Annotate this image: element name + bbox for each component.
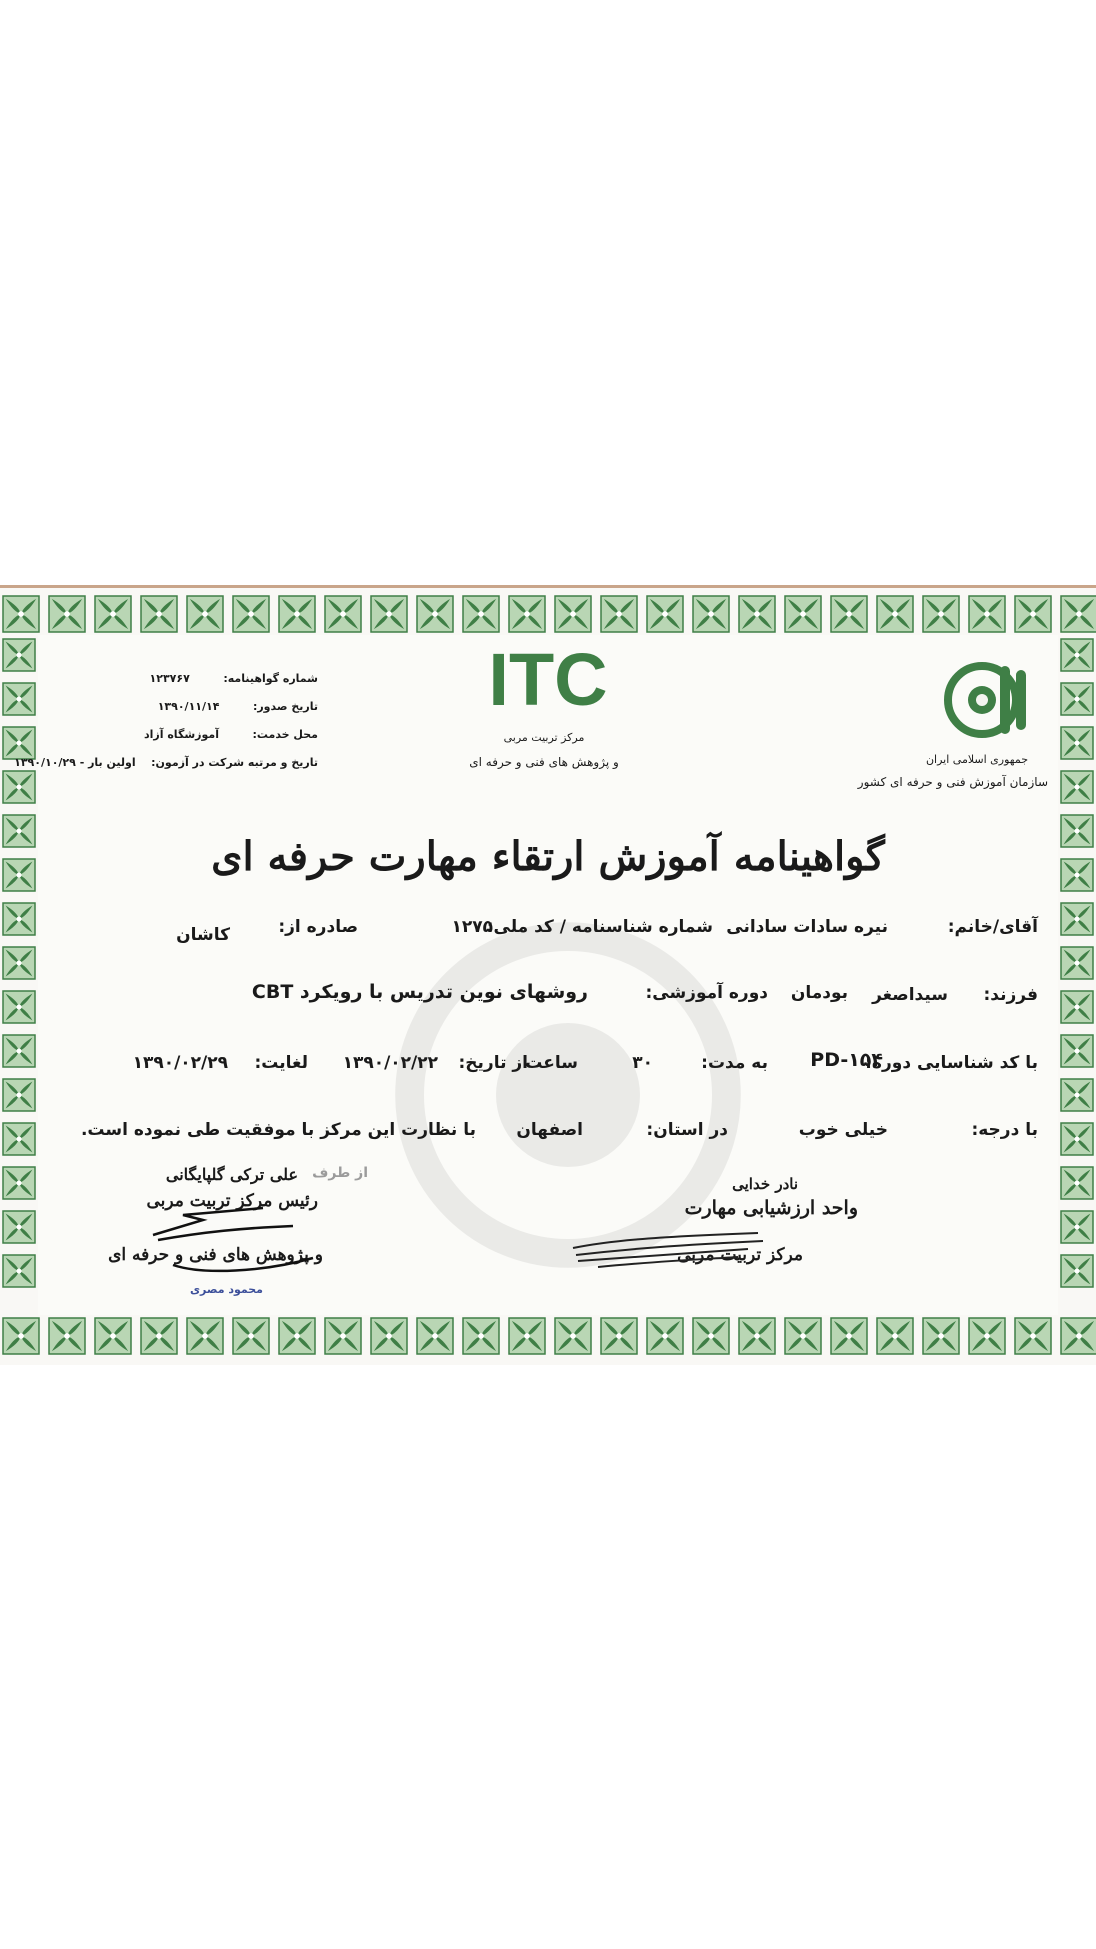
course-prefix: بودمان (790, 983, 848, 1003)
grade-label: با درجه: (971, 1120, 1038, 1140)
duration-value: ۳۰ (632, 1053, 653, 1073)
course-code-label: با کد شناسایی دوره: (865, 1053, 1038, 1073)
watermark-emblem (388, 915, 748, 1275)
right-signer-org: مرکز تربیت مربی (677, 1245, 803, 1265)
itc-logo-text: ITC (488, 643, 608, 715)
duration-label: به مدت: (701, 1053, 768, 1073)
issue-date-row (158, 700, 318, 713)
left-signer-name: علی ترکی گلپایگانی (165, 1165, 298, 1184)
on-behalf-label: از طرف (312, 1165, 368, 1181)
issue-date-value: ۱۳۹۰/۱۱/۱۴ (157, 700, 220, 713)
left-signer-title: رئیس مرکز تربیت مربی (146, 1191, 318, 1211)
tvto-emblem-icon (942, 660, 1038, 740)
org-country-line: جمهوری اسلامی ایران (925, 753, 1028, 766)
course-value: روشهای نوین تدریس با رویکرد CBT (251, 981, 588, 1003)
ornamental-border-left (0, 635, 38, 1315)
course-code-value: PD-۱۵۴ (810, 1049, 883, 1071)
exam-value: اولین بار - ۱۳۹۰/۱۰/۲۹ (14, 756, 136, 769)
child-of-label: فرزند: (983, 985, 1038, 1005)
name-value: نیره سادات سادانی (726, 917, 888, 937)
itc-subtitle-1: مرکز تربیت مربی (503, 731, 585, 744)
right-signer-name: نادر خدایی (732, 1175, 798, 1193)
itc-subtitle-2: و پژوهش های فنی و حرفه ای (469, 755, 619, 769)
issued-from-label: صادره از: (278, 917, 358, 937)
to-date-value: ۱۳۹۰/۰۲/۲۹ (132, 1053, 228, 1073)
province-value: اصفهان (516, 1120, 583, 1140)
from-date-value: ۱۳۹۰/۰۲/۲۲ (342, 1053, 438, 1073)
cert-number-row (150, 672, 318, 685)
certificate-body (14, 635, 1058, 1315)
itc-logo (478, 643, 618, 715)
grade-value: خیلی خوب (798, 1120, 888, 1140)
id-label: شماره شناسنامه / کد ملی: (486, 917, 713, 937)
exam-row (14, 756, 318, 769)
name-label: آقای/خانم: (947, 917, 1038, 937)
workplace-label: محل خدمت: (252, 728, 318, 741)
workplace-row (144, 728, 318, 741)
issue-date-label: تاریخ صدور: (252, 700, 318, 713)
left-stamp-name: محمود مصری (189, 1283, 263, 1296)
hours-label: ساعت (525, 1053, 578, 1073)
certificate (0, 585, 1096, 1365)
to-date-label: لغایت: (254, 1053, 308, 1073)
right-signer-title: واحد ارزشیابی مهارت (684, 1197, 858, 1219)
ornamental-border-bottom (0, 1315, 1096, 1357)
right-handwritten-signature (568, 1223, 768, 1273)
cert-number-value: ۱۲۳۷۶۷ (149, 672, 190, 685)
from-date-label: از تاریخ: (458, 1053, 528, 1073)
province-label: در استان: (646, 1120, 728, 1140)
certificate-title: گواهینامه آموزش ارتقاء مهارت حرفه ای (211, 833, 885, 880)
org-name-line: سازمان آموزش فنی و حرفه ای کشور (857, 775, 1048, 789)
closing-statement: با نظارت این مرکز با موفقیت طی نموده است. (80, 1120, 476, 1140)
ornamental-border-right (1058, 635, 1096, 1315)
child-of-value: سیداصغر (872, 985, 948, 1005)
ornamental-border-top (0, 593, 1096, 635)
left-signer-org: و پژوهش های فنی و حرفه ای (108, 1245, 323, 1265)
course-label: دوره آموزشی: (645, 983, 768, 1003)
workplace-value: آموزشگاه آزاد (143, 728, 219, 741)
left-handwritten-signature (143, 1180, 323, 1285)
cert-number-label: شماره گواهینامه: (223, 672, 318, 685)
issued-from-value: کاشان (176, 925, 230, 945)
id-value: ۱۲۷۵ (451, 917, 493, 937)
exam-label: تاریخ و مرتبه شرکت در آزمون: (151, 756, 318, 769)
